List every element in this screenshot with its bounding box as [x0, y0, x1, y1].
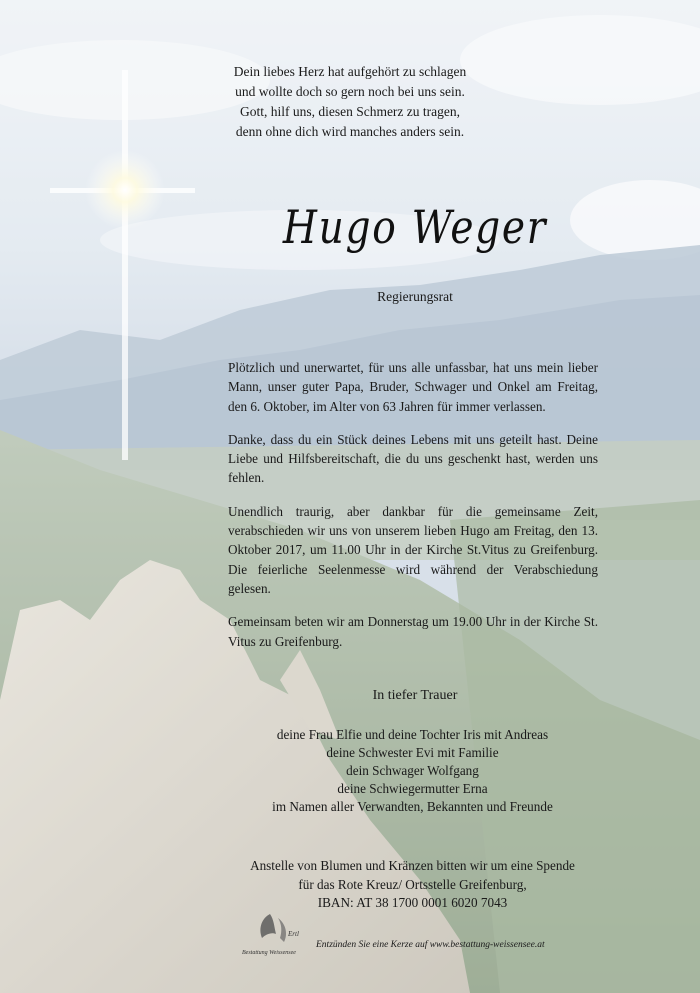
- announcement-text: [228, 358, 598, 665]
- deceased-name: Hugo Weger: [282, 200, 548, 254]
- footer-link-text: Entzünden Sie eine Kerze auf www.bestattung-weissensee.at: [316, 940, 545, 950]
- logo-text-top: Ertl: [288, 930, 299, 938]
- donation-line: Anstelle von Blumen und Kränzen bitten wir um eine Spende: [250, 858, 575, 873]
- poem: [200, 62, 500, 142]
- mourner-line: dein Schwager Wolfgang: [346, 763, 479, 778]
- mourner-line: deine Schwester Evi mit Familie: [326, 745, 499, 760]
- poem-line: denn ohne dich wird manches anders sein.: [235, 124, 465, 139]
- poem-line: Dein liebes Herz hat aufgehört zu schlagen: [233, 64, 467, 79]
- mourner-line: deine Schwiegermutter Erna: [337, 781, 488, 796]
- logo-text-bottom: Bestattung Weissensee: [242, 950, 296, 956]
- mourner-line: deine Frau Elfie und deine Tochter Iris mit Andreas: [276, 727, 549, 742]
- iban-line: IBAN: AT 38 1700 0001 6020 7043: [317, 895, 508, 910]
- trauer-heading: In tiefer Trauer: [372, 688, 458, 703]
- mourners-list: [220, 726, 605, 816]
- poem-line: Gott, hilf uns, diesen Schmerz zu tragen,: [239, 104, 461, 119]
- dove-logo-icon: [240, 906, 310, 962]
- paragraph: Plötzlich und unerwartet, für uns alle unfassbar, hat uns mein lieber Mann, unser guter Papa, Bruder, Schwager und Onkel am Freitag, den 6. Oktober, im Alter von 63 Jahren für immer verlassen.: [228, 360, 598, 414]
- poem-line: und wollte doch so gern noch bei uns sein.: [235, 84, 465, 99]
- deceased-title: Regierungsrat: [377, 289, 453, 304]
- mourner-line: im Namen aller Verwandten, Bekannten und Freunde: [272, 799, 553, 814]
- paragraph: Danke, dass du ein Stück deines Lebens mit uns geteilt hast. Deine Liebe und Hilfsbereitschaft, die du uns geschenkt hast, werden uns fehlen.: [228, 431, 598, 486]
- paragraph: Unendlich traurig, aber dankbar für die gemeinsame Zeit, verabschieden wir uns von unserem lieben Hugo am Freitag, den 13. Oktober 2017, um 11.00 Uhr in der Kirche St.Vitus zu Greifenburg. Die feierliche Seelenmesse wird während der Verabschiedung gelesen.: [228, 503, 598, 596]
- donation-line: für das Rote Kreuz/ Ortsstelle Greifenburg,: [298, 876, 527, 892]
- paragraph: Gemeinsam beten wir am Donnerstag um 19.00 Uhr in der Kirche St. Vitus zu Greifenburg.: [228, 614, 598, 649]
- donation-notice: [220, 857, 605, 913]
